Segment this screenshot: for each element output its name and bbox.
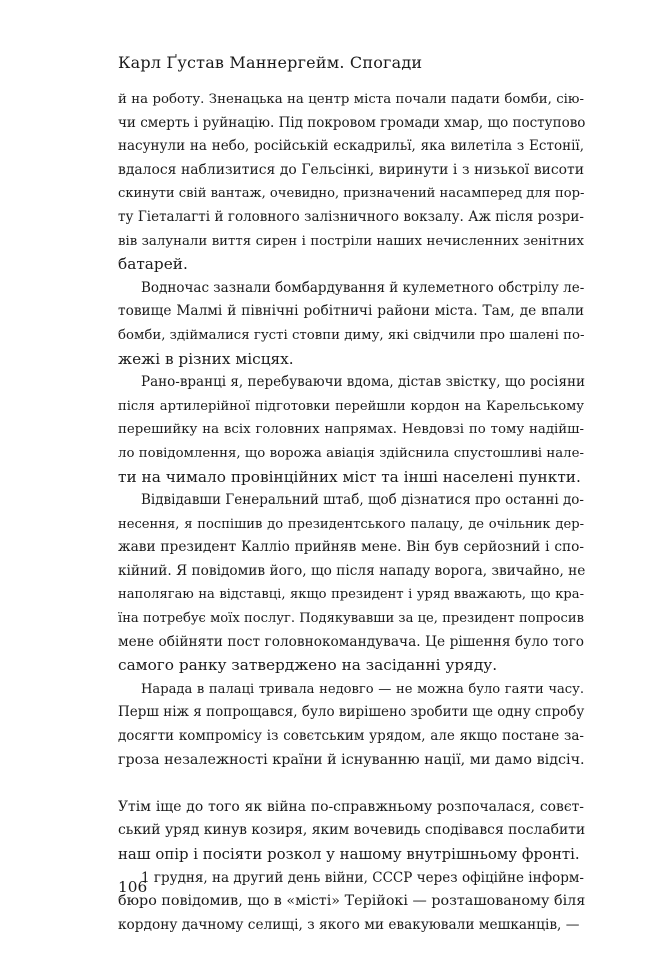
text-line: несення, я поспішив до президентського палацу, де очільник дер- [118,516,584,532]
page-number: 106 [118,878,148,896]
text-line: жави президент Калліо прийняв мене. Він був серйозний і спо- [118,539,584,556]
text-line: Утім іще до того як війна по-справжньому розпочалася, совєт- [118,798,584,815]
text-line: насунули на небо, російській ескадрильї, яка вилетіла з Естонії, [118,138,584,155]
text-line: скинути свій вантаж, очевидно, призначений насамперед для пор- [118,186,585,202]
paragraph [118,88,584,277]
text-line: самого ранку затверджено на засіданні уряду. [118,656,498,675]
text-line: Водночас зазнали бомбардування й кулеметного обстрілу ле- [141,279,585,296]
text-line: бомби, здіймалися густі стовпи диму, які свідчили про шалені по- [118,327,585,343]
paragraph [118,678,584,772]
text-line: після артилерійної підготовки перейшли кордон на Карельському [118,398,584,414]
text-line: мене обійняти пост головнокомандувача. Це рішення було того [118,633,584,650]
text-line: бюро повідомив, що в «місті» Терійокі — розташованому біля [118,893,586,910]
text-line: батарей. [118,255,188,274]
paragraph [118,489,584,678]
text-line: Нарада в палаці тривала недовго — не можна було гаяти часу. [141,681,584,697]
text-line: їна потребує моїх послуг. Подякувавши за це, президент попросив [118,611,584,627]
text-line: кійний. Я повідомив його, що після нападу ворога, звичайно, не [118,562,586,579]
text-line: Рано-вранці я, перебуваючи вдома, дістав звістку, що росіяни [141,374,585,391]
text-line: вдалося наблизитися до Гельсінкі, виринути і з низької висоти [118,161,584,178]
text-line: жежі в різних місцях. [118,349,294,368]
section-break [118,772,584,796]
text-line: ло повідомлення, що ворожа авіація здійснила спустошливі нале- [118,445,584,461]
text-line: досягти компромісу із совєтським урядом, але якщо постане за- [118,728,584,745]
text-line: чи смерть і руйнацію. Під покровом громади хмар, що поступово [118,114,586,131]
paragraph [118,796,584,867]
paragraph [118,277,584,371]
text-line: вів залунали виття сирен і постріли наших нечисленних зенітних [118,233,584,249]
text-line: гроза незалежності країни й існуванню нації, ми дамо відсіч. [118,751,585,768]
text-line: Відвідавши Генеральний штаб, щоб дізнатися про останні до- [141,492,584,509]
text-line: Перш ніж я попрощався, було вирішено зробити ще одну спробу [118,704,585,721]
text-line: кордону дачному селищі, з якого ми евакуювали мешканців, — [118,916,580,933]
text-line: ти на чимало провінційних міст та інші населені пункти. [118,467,581,486]
text-line: перешийку на всіх головних напрямах. Невдовзі по тому надійш- [118,422,584,438]
text-line: 1 грудня, на другий день війни, СССР через офіційне інформ- [141,869,584,886]
text-line: й на роботу. Зненацька на центр міста почали падати бомби, сію- [118,92,584,107]
text-line: наполягаю на відставці, якщо президент і уряд вважають, що кра- [118,587,584,603]
text-line: наш опір і посіяти розкол у нашому внутрішньому фронті. [118,845,580,863]
running-header: Карл Ґустав Маннергейм. Спогади [118,53,423,72]
body-text [118,88,584,937]
paragraph [118,867,584,938]
text-line: ський уряд кинув козиря, яким вочевидь сподівався послабити [118,822,586,839]
paragraph [118,371,584,489]
text-line: ту Гіеталагті й головного залізничного вокзалу. Аж після розри- [118,208,584,225]
text-line: товище Малмі й північні робітничі райони міста. Там, де впали [118,303,584,320]
